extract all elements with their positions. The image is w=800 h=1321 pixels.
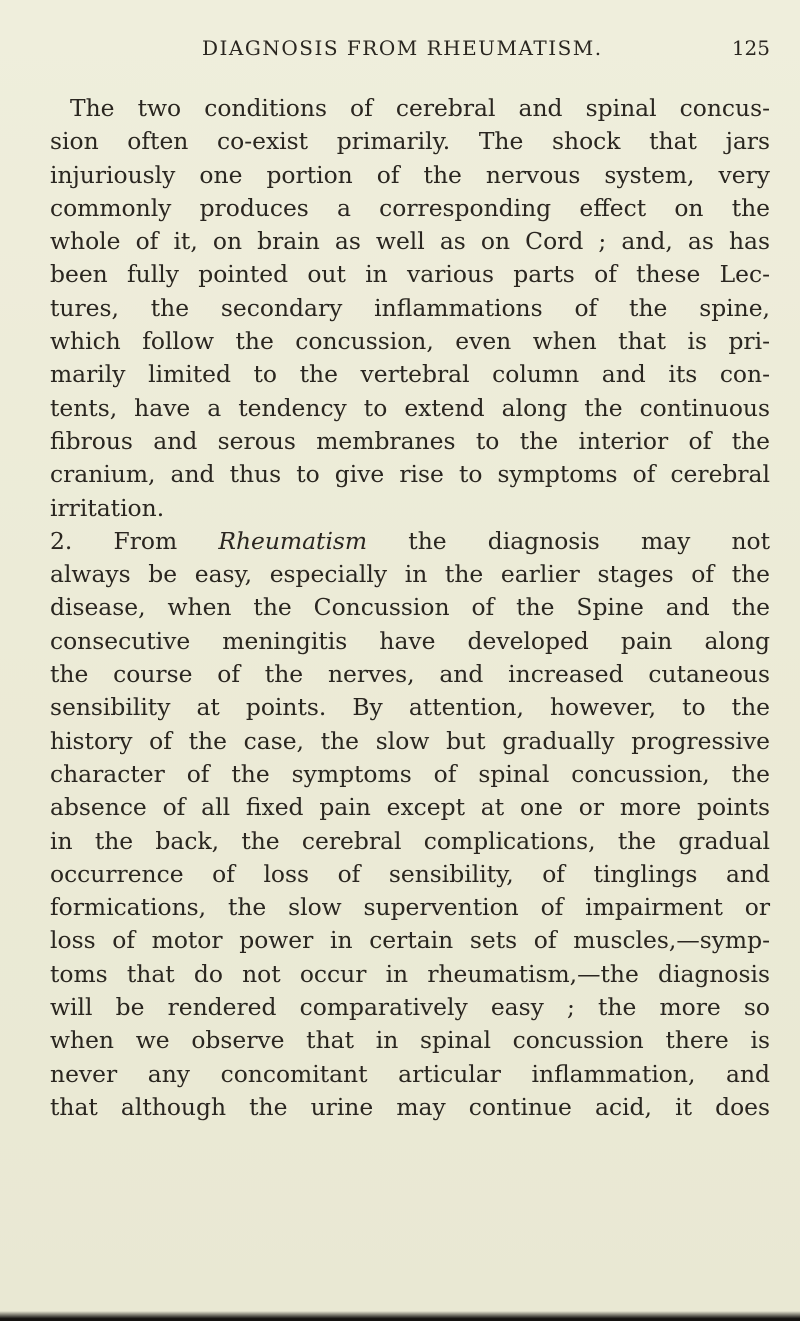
text-line: cranium, and thus to give rise to symptoms of cerebral [50, 460, 770, 489]
text-line: always be easy, especially in the earlier stages of the [50, 560, 770, 589]
page-bottom-edge [0, 1311, 800, 1321]
text-line: been fully pointed out in various parts of these Lec- [50, 260, 770, 289]
text-line: formications, the slow supervention of impairment or [50, 893, 770, 922]
text-line: disease, when the Concussion of the Spine and the [50, 593, 770, 622]
text-line: fibrous and serous membranes to the interior of the [50, 426, 770, 455]
text-line: character of the symptoms of spinal concussion, the [50, 759, 770, 788]
text-line: toms that do not occur in rheumatism,—the diagnosis [50, 959, 770, 988]
text-line: tents, have a tendency to extend along the continuous [50, 393, 770, 422]
text-line: irritation. [50, 493, 165, 522]
page-number: 125 [731, 36, 770, 60]
text-line: whole of it, on brain as well as on Cord ; and, as has [50, 227, 770, 256]
text-line: in the back, the cerebral complications, the gradual [50, 826, 770, 855]
text-line: sensibility at points. By attention, however, to the [50, 693, 770, 722]
text-line: never any concomitant articular inflammation, and [50, 1059, 770, 1088]
text-line: which follow the concussion, even when that is pri- [50, 327, 770, 356]
text-line: when we observe that in spinal concussion there is [50, 1026, 770, 1055]
text-line: The two conditions of cerebral and spinal concus- [70, 94, 770, 122]
text-line: commonly produces a corresponding effect on the [50, 193, 770, 222]
text-line [50, 525, 770, 558]
paragraph-2-opening: 2. From [50, 526, 178, 555]
text-line: injuriously one portion of the nervous system, very [50, 160, 770, 189]
text-line: that although the urine may continue acid, it does [50, 1092, 770, 1121]
text-line: marily limited to the vertebral column and its con- [50, 360, 770, 389]
text-line: the course of the nerves, and increased cutaneous [50, 660, 770, 689]
text-line: absence of all fixed pain except at one or more points [50, 793, 770, 822]
body-text [50, 92, 770, 1124]
text-line: consecutive meningitis have developed pain along [50, 626, 770, 655]
running-title: DIAGNOSIS FROM RHEUMATISM. [202, 36, 603, 60]
text-line: occurrence of loss of sensibility, of tinglings and [50, 859, 770, 888]
text-line: loss of motor power in certain sets of muscles,—symp- [50, 926, 770, 955]
text-line: sion often co-exist primarily. The shock that jars [50, 127, 770, 156]
text-line: tures, the secondary inflammations of the spine, [50, 293, 770, 322]
emphasis-rheumatism: Rheumatism [218, 526, 368, 555]
paragraph-2-opening-rest: the diagnosis may not [408, 526, 770, 555]
running-head [30, 36, 770, 66]
text-line: history of the case, the slow but gradually progressive [50, 726, 770, 755]
text-line: will be rendered comparatively easy ; the more so [50, 993, 770, 1022]
